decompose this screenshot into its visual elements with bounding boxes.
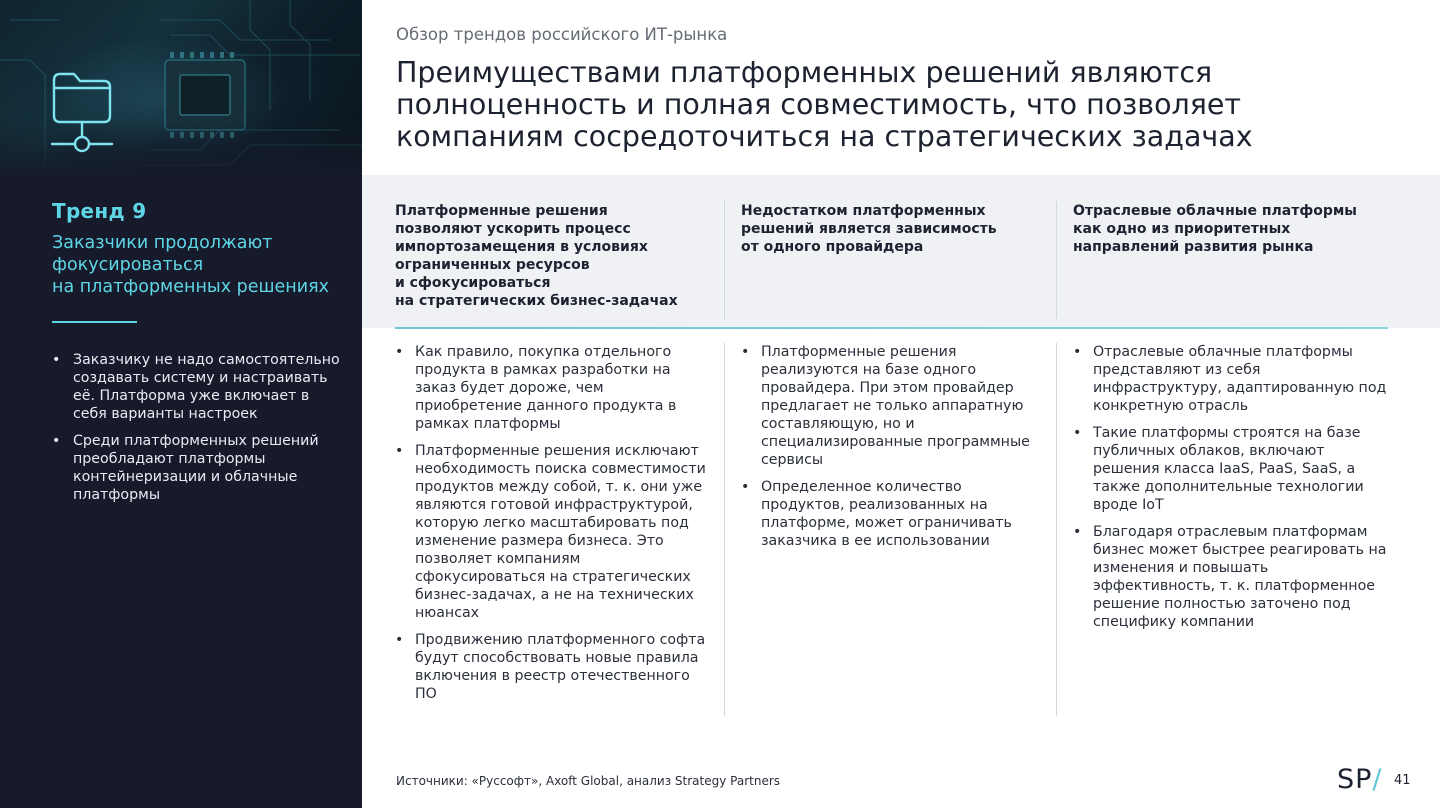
column-divider bbox=[1056, 343, 1057, 716]
list-item: • Продвижению платформенного софта будут способствовать новые правила включения в реестр отечественного ПО bbox=[395, 631, 710, 703]
heading-line: Платформенные решения bbox=[395, 203, 608, 219]
headline-line: полноценность и полная совместимость, что позволяет bbox=[396, 88, 1242, 121]
source-note: Источники: «Руссофт», Axoft Global, анализ Strategy Partners bbox=[396, 774, 781, 788]
trend-title-line: на платформенных решениях bbox=[52, 277, 329, 297]
trend-divider bbox=[52, 321, 137, 323]
heading-line: как одно из приоритетных bbox=[1073, 221, 1291, 237]
headline-line: компаниям сосредоточиться на стратегических задачах bbox=[396, 120, 1253, 153]
heading-line: Недостатком платформенных bbox=[741, 203, 986, 219]
column-1-heading bbox=[395, 202, 715, 310]
column-2-heading bbox=[741, 202, 1041, 256]
page-number: 41 bbox=[1394, 773, 1411, 788]
trend-title bbox=[52, 232, 352, 298]
list-item: • Платформенные решения реализуются на базе одного провайдера. При этом провайдер предлагает не только аппаратную составляющую, но и специализированные программные сервисы bbox=[741, 343, 1041, 469]
list-item: • Среди платформенных решений преобладают платформы контейнеризации и облачные платформы bbox=[52, 432, 342, 504]
heading-line: направлений развития рынка bbox=[1073, 239, 1314, 255]
column-divider bbox=[724, 343, 725, 716]
heading-line: от одного провайдера bbox=[741, 239, 924, 255]
accent-line bbox=[395, 327, 1388, 329]
left-panel bbox=[0, 0, 362, 808]
column-divider bbox=[724, 201, 725, 319]
strategy-partners-logo bbox=[1337, 764, 1383, 794]
column-1-list bbox=[395, 343, 710, 712]
trend-title-line: Заказчики продолжают bbox=[52, 233, 273, 253]
page-title bbox=[396, 57, 1396, 153]
list-item: • Платформенные решения исключают необходимость поиска совместимости продуктов между собой, т. к. они уже являются готовой инфраструктурой, которую легко масштабировать под изменение размера бизнеса. Это позволяет компаниям сфокусироваться на стратегических бизнес-задачах, а не на технических нюансах bbox=[395, 442, 710, 622]
folder-network-icon bbox=[50, 70, 114, 156]
logo-text: SP bbox=[1337, 764, 1373, 795]
heading-line: решений является зависимость bbox=[741, 221, 997, 237]
left-bullet-list bbox=[52, 351, 342, 513]
column-2-list bbox=[741, 343, 1041, 559]
column-3-list bbox=[1073, 343, 1393, 640]
list-item: • Как правило, покупка отдельного продукта в рамках разработки на заказ будет дороже, чем приобретение данного продукта в рамках платформы bbox=[395, 343, 710, 433]
list-item: • Благодаря отраслевым платформам бизнес может быстрее реагировать на изменения и повышать эффективность, т. к. платформенное решение полностью заточено под специфику компании bbox=[1073, 523, 1393, 631]
heading-line: Отраслевые облачные платформы bbox=[1073, 203, 1357, 219]
headline-line: Преимуществами платформенных решений являются bbox=[396, 56, 1213, 89]
list-item: • Такие платформы строятся на базе публичных облаков, включают решения класса IaaS, PaaS, SaaS, а также дополнительные технологии вроде IoT bbox=[1073, 424, 1393, 514]
heading-line: и сфокусироваться bbox=[395, 275, 551, 291]
trend-number: Тренд 9 bbox=[52, 199, 147, 223]
list-item: • Отраслевые облачные платформы представляют из себя инфраструктуру, адаптированную под конкретную отрасль bbox=[1073, 343, 1393, 415]
list-item: • Определенное количество продуктов, реализованных на платформе, может ограничивать заказчика в ее использовании bbox=[741, 478, 1041, 550]
section-subtitle: Обзор трендов российского ИТ-рынка bbox=[396, 25, 728, 44]
trend-title-line: фокусироваться bbox=[52, 255, 204, 275]
column-divider bbox=[1056, 201, 1057, 319]
list-item: • Заказчику не надо самостоятельно создавать систему и настраивать её. Платформа уже включает в себя варианты настроек bbox=[52, 351, 342, 423]
heading-line: ограниченных ресурсов bbox=[395, 257, 590, 273]
heading-line: на стратегических бизнес-задачах bbox=[395, 293, 678, 309]
column-3-heading bbox=[1073, 202, 1413, 256]
heading-line: позволяют ускорить процесс bbox=[395, 221, 631, 237]
heading-line: импортозамещения в условиях bbox=[395, 239, 648, 255]
logo-slash: / bbox=[1372, 764, 1383, 795]
